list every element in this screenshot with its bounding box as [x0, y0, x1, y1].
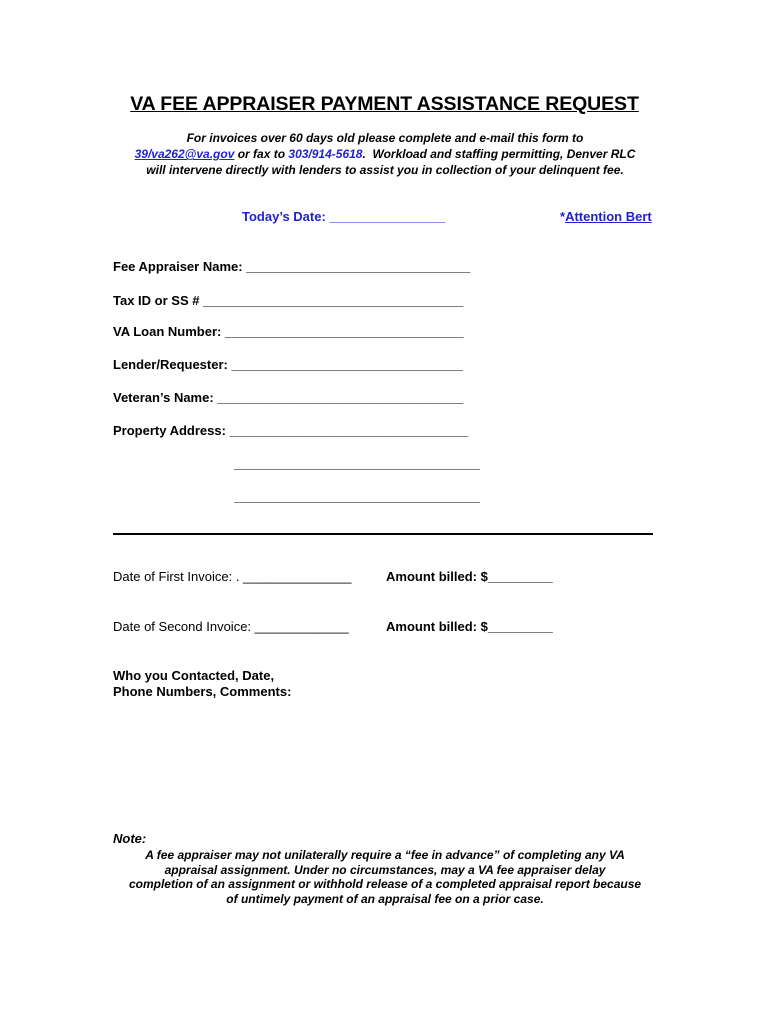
- property-address-line-2[interactable]: __________________________________: [234, 456, 480, 471]
- lender-requester-field[interactable]: Lender/Requester: ________________________________: [113, 357, 463, 372]
- fee-appraiser-name-field[interactable]: Fee Appraiser Name: _______________________________: [113, 259, 471, 274]
- va-loan-number-field[interactable]: VA Loan Number: _________________________________: [113, 324, 464, 339]
- note-line-3: completion of an assignment or withhold release of a completed appraisal report because: [128, 877, 642, 891]
- second-invoice-date-field[interactable]: Date of Second Invoice: _____________: [113, 619, 349, 634]
- intro-line-1: For invoices over 60 days old please complete and e-mail this form to: [186, 131, 584, 145]
- form-title: VA FEE APPRAISER PAYMENT ASSISTANCE REQUEST: [130, 93, 639, 115]
- attention-name: Attention Bert: [565, 209, 652, 224]
- property-address-field[interactable]: Property Address: _________________________________: [113, 423, 469, 438]
- second-amount-billed-field[interactable]: Amount billed: $_________: [386, 619, 553, 634]
- veterans-name-field[interactable]: Veteran’s Name: __________________________________: [113, 390, 464, 405]
- section-divider: [113, 533, 653, 535]
- first-invoice-date-field[interactable]: Date of First Invoice: . _______________: [113, 569, 352, 584]
- note-line-2: appraisal assignment. Under no circumstances, may a VA fee appraiser delay: [164, 863, 606, 877]
- note-line-4: of untimely payment of an appraisal fee on a prior case.: [226, 892, 544, 906]
- intro-line-2: [100, 147, 670, 161]
- note-heading: Note:: [113, 831, 147, 846]
- email-link[interactable]: 39/va262@va.gov: [134, 147, 235, 161]
- note-line-1: A fee appraiser may not unilaterally require a “fee in advance” of completing any VA: [145, 848, 625, 862]
- or-fax-text: or fax to: [234, 147, 289, 161]
- contacts-label-line-1: Who you Contacted, Date,: [113, 668, 275, 683]
- fax-number: 303/914-5618: [288, 147, 363, 161]
- contacts-label-line-2: Phone Numbers, Comments:: [113, 684, 292, 699]
- todays-date-field[interactable]: Today’s Date: ________________: [242, 209, 446, 224]
- intro-line-3: will intervene directly with lenders to assist you in collection of your delinquent fee.: [146, 163, 624, 177]
- first-amount-billed-field[interactable]: Amount billed: $_________: [386, 569, 553, 584]
- attention-label: *Attention Bert: [560, 209, 652, 224]
- tax-id-field[interactable]: Tax ID or SS # ____________________________________: [113, 293, 464, 308]
- intro-line-2-rest: . Workload and staffing permitting, Denver RLC: [362, 147, 636, 161]
- property-address-line-3[interactable]: __________________________________: [234, 489, 480, 504]
